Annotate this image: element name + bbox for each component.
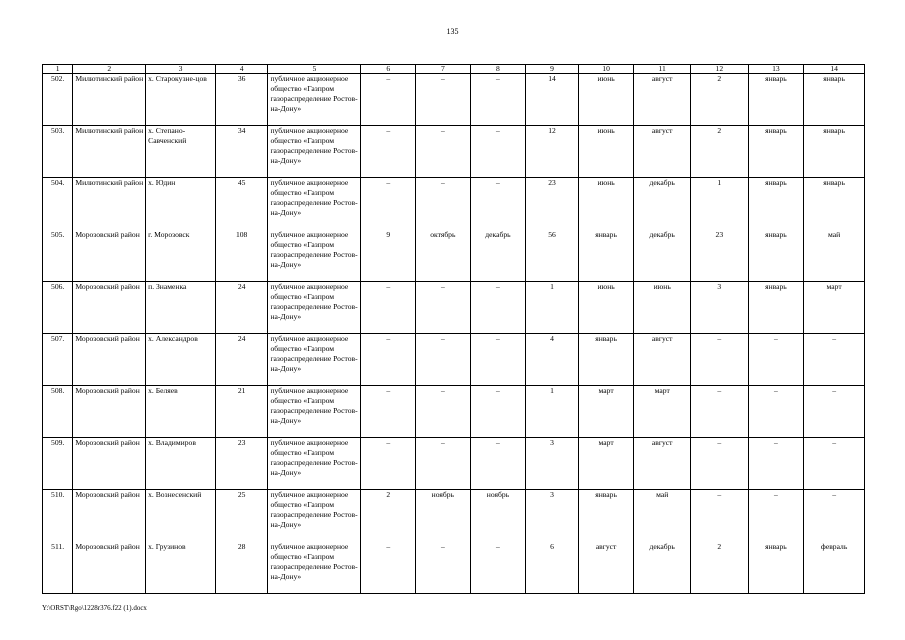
col7-cell: – bbox=[416, 178, 471, 230]
row-number: 510. bbox=[43, 490, 73, 542]
header-cell: 9 bbox=[526, 65, 579, 74]
table-row bbox=[43, 178, 865, 230]
row-number: 506. bbox=[43, 282, 73, 334]
col6-cell: – bbox=[361, 126, 416, 178]
col10-cell: январь bbox=[578, 334, 634, 386]
col10-cell: июнь bbox=[578, 74, 634, 126]
district-cell: Милютинский район bbox=[73, 178, 146, 230]
header-cell: 2 bbox=[73, 65, 146, 74]
header-cell: 8 bbox=[470, 65, 526, 74]
organization-cell: публичное акционерное общество «Газпром газораспределение Ростов-на-Дону» bbox=[268, 126, 361, 178]
col11-cell: август bbox=[634, 74, 691, 126]
col6-cell: – bbox=[361, 386, 416, 438]
col8-cell: – bbox=[470, 386, 526, 438]
col7-cell: – bbox=[416, 334, 471, 386]
row-number: 503. bbox=[43, 126, 73, 178]
organization-cell: публичное акционерное общество «Газпром газораспределение Ростов-на-Дону» bbox=[268, 386, 361, 438]
row-number: 509. bbox=[43, 438, 73, 490]
col14-cell: – bbox=[804, 386, 865, 438]
table-row bbox=[43, 230, 865, 282]
col4-cell: 108 bbox=[215, 230, 268, 282]
col8-cell: – bbox=[470, 438, 526, 490]
organization-cell: публичное акционерное общество «Газпром газораспределение Ростов-на-Дону» bbox=[268, 542, 361, 594]
col11-cell: август bbox=[634, 126, 691, 178]
col9-cell: 12 bbox=[526, 126, 579, 178]
col4-cell: 24 bbox=[215, 334, 268, 386]
col6-cell: – bbox=[361, 74, 416, 126]
header-cell: 12 bbox=[691, 65, 749, 74]
col7-cell: – bbox=[416, 126, 471, 178]
col11-cell: июнь bbox=[634, 282, 691, 334]
col8-cell: ноябрь bbox=[470, 490, 526, 542]
organization-cell: публичное акционерное общество «Газпром газораспределение Ростов-на-Дону» bbox=[268, 334, 361, 386]
col11-cell: август bbox=[634, 438, 691, 490]
page-number: 135 bbox=[446, 27, 459, 36]
col9-cell: 3 bbox=[526, 438, 579, 490]
col4-cell: 25 bbox=[215, 490, 268, 542]
col12-cell: 2 bbox=[691, 74, 749, 126]
data-table bbox=[42, 64, 865, 594]
header-cell: 14 bbox=[804, 65, 865, 74]
header-cell: 3 bbox=[146, 65, 216, 74]
settlement-cell: г. Морозовск bbox=[146, 230, 216, 282]
district-cell: Милютинский район bbox=[73, 126, 146, 178]
settlement-cell: х. Грузинов bbox=[146, 542, 216, 594]
table-row bbox=[43, 74, 865, 126]
settlement-cell: х. Степано-Савченский bbox=[146, 126, 216, 178]
col11-cell: декабрь bbox=[634, 542, 691, 594]
file-path-footer: Y:\ORST\Rgo\1228r376.f22 (1).docx bbox=[42, 604, 147, 612]
col10-cell: март bbox=[578, 438, 634, 490]
col14-cell: январь bbox=[804, 74, 865, 126]
col12-cell: 23 bbox=[691, 230, 749, 282]
table-row bbox=[43, 542, 865, 594]
col13-cell: – bbox=[748, 438, 804, 490]
col10-cell: март bbox=[578, 386, 634, 438]
col10-cell: июнь bbox=[578, 178, 634, 230]
header-cell: 1 bbox=[43, 65, 73, 74]
col6-cell: – bbox=[361, 334, 416, 386]
col8-cell: – bbox=[470, 542, 526, 594]
col14-cell: март bbox=[804, 282, 865, 334]
col6-cell: 9 bbox=[361, 230, 416, 282]
col4-cell: 21 bbox=[215, 386, 268, 438]
col10-cell: июнь bbox=[578, 282, 634, 334]
organization-cell: публичное акционерное общество «Газпром газораспределение Ростов-на-Дону» bbox=[268, 438, 361, 490]
col7-cell: – bbox=[416, 74, 471, 126]
col4-cell: 24 bbox=[215, 282, 268, 334]
col7-cell: ноябрь bbox=[416, 490, 471, 542]
col4-cell: 45 bbox=[215, 178, 268, 230]
col11-cell: декабрь bbox=[634, 230, 691, 282]
col14-cell: февраль bbox=[804, 542, 865, 594]
organization-cell: публичное акционерное общество «Газпром газораспределение Ростов-на-Дону» bbox=[268, 490, 361, 542]
row-number: 505. bbox=[43, 230, 73, 282]
settlement-cell: х. Юдин bbox=[146, 178, 216, 230]
header-cell: 11 bbox=[634, 65, 691, 74]
col11-cell: март bbox=[634, 386, 691, 438]
col10-cell: январь bbox=[578, 490, 634, 542]
col12-cell: – bbox=[691, 438, 749, 490]
col6-cell: – bbox=[361, 438, 416, 490]
settlement-cell: х. Старокузне-цов bbox=[146, 74, 216, 126]
col7-cell: – bbox=[416, 542, 471, 594]
col10-cell: июнь bbox=[578, 126, 634, 178]
col8-cell: – bbox=[470, 178, 526, 230]
header-cell: 4 bbox=[215, 65, 268, 74]
col11-cell: август bbox=[634, 334, 691, 386]
col8-cell: – bbox=[470, 282, 526, 334]
col12-cell: 2 bbox=[691, 542, 749, 594]
row-number: 504. bbox=[43, 178, 73, 230]
col9-cell: 1 bbox=[526, 282, 579, 334]
col7-cell: – bbox=[416, 282, 471, 334]
district-cell: Морозовский район bbox=[73, 542, 146, 594]
col4-cell: 28 bbox=[215, 542, 268, 594]
col9-cell: 4 bbox=[526, 334, 579, 386]
col8-cell: декабрь bbox=[470, 230, 526, 282]
table-row bbox=[43, 386, 865, 438]
header-cell: 10 bbox=[578, 65, 634, 74]
table-row bbox=[43, 282, 865, 334]
district-cell: Морозовский район bbox=[73, 490, 146, 542]
col11-cell: май bbox=[634, 490, 691, 542]
table-row bbox=[43, 438, 865, 490]
organization-cell: публичное акционерное общество «Газпром газораспределение Ростов-на-Дону» bbox=[268, 178, 361, 230]
col7-cell: – bbox=[416, 386, 471, 438]
organization-cell: публичное акционерное общество «Газпром газораспределение Ростов-на-Дону» bbox=[268, 282, 361, 334]
col13-cell: январь bbox=[748, 542, 804, 594]
col12-cell: – bbox=[691, 490, 749, 542]
col13-cell: январь bbox=[748, 74, 804, 126]
col6-cell: – bbox=[361, 178, 416, 230]
col13-cell: январь bbox=[748, 178, 804, 230]
col9-cell: 1 bbox=[526, 386, 579, 438]
col13-cell: – bbox=[748, 334, 804, 386]
col12-cell: – bbox=[691, 334, 749, 386]
organization-cell: публичное акционерное общество «Газпром газораспределение Ростов-на-Дону» bbox=[268, 230, 361, 282]
col12-cell: – bbox=[691, 386, 749, 438]
col13-cell: январь bbox=[748, 282, 804, 334]
col12-cell: 1 bbox=[691, 178, 749, 230]
col8-cell: – bbox=[470, 74, 526, 126]
col7-cell: – bbox=[416, 438, 471, 490]
col14-cell: май bbox=[804, 230, 865, 282]
col9-cell: 56 bbox=[526, 230, 579, 282]
col6-cell: – bbox=[361, 282, 416, 334]
col14-cell: – bbox=[804, 334, 865, 386]
header-row bbox=[43, 65, 865, 74]
col4-cell: 34 bbox=[215, 126, 268, 178]
col12-cell: 3 bbox=[691, 282, 749, 334]
district-cell: Морозовский район bbox=[73, 334, 146, 386]
settlement-cell: х. Владимиров bbox=[146, 438, 216, 490]
district-cell: Морозовский район bbox=[73, 282, 146, 334]
col14-cell: – bbox=[804, 490, 865, 542]
col14-cell: январь bbox=[804, 178, 865, 230]
col6-cell: 2 bbox=[361, 490, 416, 542]
col10-cell: август bbox=[578, 542, 634, 594]
district-cell: Морозовский район bbox=[73, 386, 146, 438]
settlement-cell: п. Знаменка bbox=[146, 282, 216, 334]
table-row bbox=[43, 126, 865, 178]
settlement-cell: х. Вознесенский bbox=[146, 490, 216, 542]
row-number: 511. bbox=[43, 542, 73, 594]
col10-cell: январь bbox=[578, 230, 634, 282]
header-cell: 7 bbox=[416, 65, 471, 74]
col14-cell: – bbox=[804, 438, 865, 490]
col9-cell: 6 bbox=[526, 542, 579, 594]
settlement-cell: х. Александров bbox=[146, 334, 216, 386]
col4-cell: 36 bbox=[215, 74, 268, 126]
col4-cell: 23 bbox=[215, 438, 268, 490]
col8-cell: – bbox=[470, 334, 526, 386]
district-cell: Морозовский район bbox=[73, 438, 146, 490]
col8-cell: – bbox=[470, 126, 526, 178]
col9-cell: 23 bbox=[526, 178, 579, 230]
header-cell: 13 bbox=[748, 65, 804, 74]
col12-cell: 2 bbox=[691, 126, 749, 178]
row-number: 502. bbox=[43, 74, 73, 126]
col7-cell: октябрь bbox=[416, 230, 471, 282]
col9-cell: 14 bbox=[526, 74, 579, 126]
header-cell: 5 bbox=[268, 65, 361, 74]
district-cell: Милютинский район bbox=[73, 74, 146, 126]
settlement-cell: х. Беляев bbox=[146, 386, 216, 438]
table-row bbox=[43, 334, 865, 386]
table-row bbox=[43, 490, 865, 542]
col13-cell: – bbox=[748, 386, 804, 438]
col6-cell: – bbox=[361, 542, 416, 594]
header-cell: 6 bbox=[361, 65, 416, 74]
row-number: 508. bbox=[43, 386, 73, 438]
col14-cell: январь bbox=[804, 126, 865, 178]
col9-cell: 3 bbox=[526, 490, 579, 542]
col13-cell: январь bbox=[748, 126, 804, 178]
col13-cell: – bbox=[748, 490, 804, 542]
col13-cell: январь bbox=[748, 230, 804, 282]
col11-cell: декабрь bbox=[634, 178, 691, 230]
row-number: 507. bbox=[43, 334, 73, 386]
organization-cell: публичное акционерное общество «Газпром газораспределение Ростов-на-Дону» bbox=[268, 74, 361, 126]
district-cell: Морозовский район bbox=[73, 230, 146, 282]
